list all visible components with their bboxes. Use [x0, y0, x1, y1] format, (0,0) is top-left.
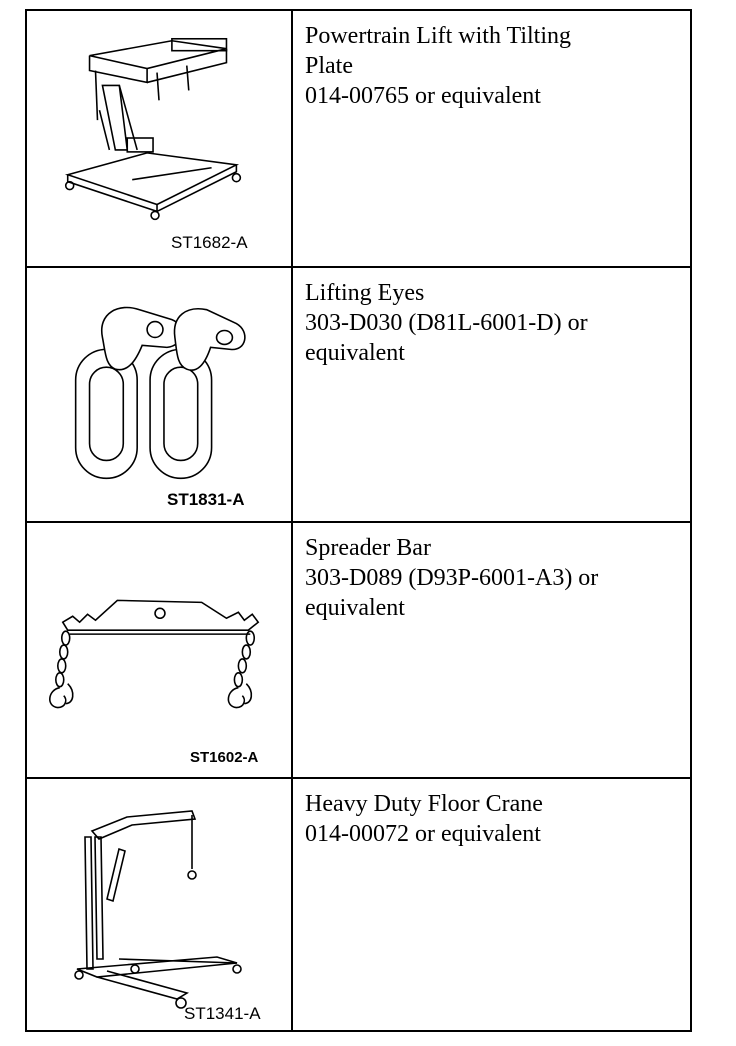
floor-crane-illustration — [27, 779, 291, 1030]
tool-image-cell — [27, 523, 293, 777]
lifting-eyes-illustration — [27, 268, 291, 521]
tool-description — [293, 11, 690, 266]
tool-number-line: equivalent — [305, 595, 405, 621]
spreader-bar-illustration — [27, 523, 291, 777]
tool-number-line: 303-D089 (D93P-6001-A3) or — [305, 565, 599, 591]
tool-row-lifting-eyes — [27, 268, 690, 523]
tool-name-line: Powertrain Lift with Tilting — [305, 23, 572, 49]
tool-image-cell — [27, 268, 293, 521]
figure-code: ST1682-A — [171, 233, 248, 252]
tool-row-floor-crane — [27, 779, 690, 1030]
tool-row-powertrain-lift — [27, 11, 690, 268]
tool-description — [293, 779, 690, 1030]
tool-name-line: Heavy Duty Floor Crane — [305, 791, 543, 817]
figure-code: ST1602-A — [190, 749, 259, 766]
tool-description — [293, 268, 690, 521]
tool-image-cell — [27, 11, 293, 266]
tool-name-line: Lifting Eyes — [305, 280, 425, 306]
figure-code: ST1341-A — [184, 1004, 261, 1023]
powertrain-lift-illustration — [27, 11, 291, 266]
tool-number-line: equivalent — [305, 340, 405, 366]
figure-code: ST1831-A — [167, 490, 245, 509]
tool-number-line: 303-D030 (D81L-6001-D) or — [305, 310, 588, 336]
tool-number-line: 014-00765 or equivalent — [305, 83, 541, 109]
tool-image-cell — [27, 779, 293, 1030]
tool-row-spreader-bar — [27, 523, 690, 779]
tool-name-line: Plate — [305, 53, 353, 79]
tool-number-line: 014-00072 or equivalent — [305, 821, 541, 847]
tool-description — [293, 523, 690, 777]
special-tools-table — [25, 9, 692, 1032]
tool-name-line: Spreader Bar — [305, 535, 431, 561]
